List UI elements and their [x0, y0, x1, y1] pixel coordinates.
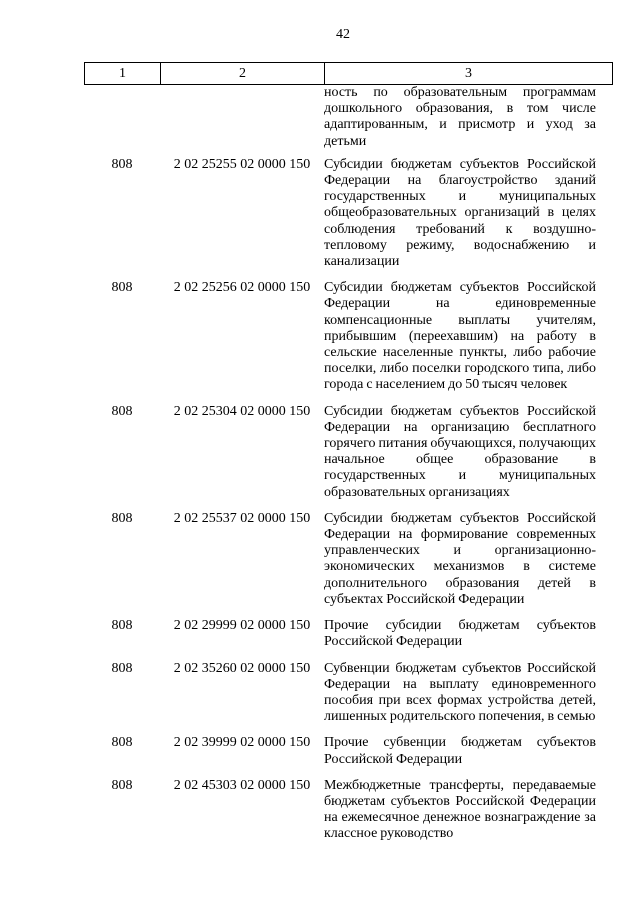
table-header [84, 62, 613, 85]
income-name: Субсидии бюджетам субъектов Российской Федерации на единовременные компенсационные выплаты учителям, прибывшим (переехавшим) на работу в сельские населенные пункты, либо рабочие поселки, либо поселки городского типа, либо города с населением до 50 тысяч человек [324, 280, 596, 393]
table-row [84, 404, 612, 501]
budget-classification-code: 2 02 25537 02 0000 150 [173, 510, 311, 526]
budget-classification-code: 2 02 29999 02 0000 150 [173, 618, 311, 634]
header-col-2: 2 [161, 63, 325, 85]
budget-classification-code: 2 02 45303 02 0000 150 [173, 777, 311, 793]
header-col-1: 1 [85, 63, 161, 85]
admin-code: 808 [111, 660, 133, 676]
table-row [84, 157, 612, 270]
admin-code: 808 [111, 618, 133, 634]
income-name: Межбюджетные трансферты, передаваемые бюджетам субъектов Российской Федерации на ежемесячное денежное вознаграждение за классное руководство [324, 777, 596, 842]
income-name: ность по образовательным программам дошкольного образования, в том числе адаптированным, и присмотр и уход за детьми [324, 85, 596, 149]
income-name: Прочие субвенции бюджетам субъектов Российской Федерации [324, 735, 596, 767]
admin-code: 808 [111, 280, 133, 296]
budget-classification-code: 2 02 25255 02 0000 150 [173, 156, 311, 172]
table-row [84, 778, 612, 843]
budget-classification-code: 2 02 25304 02 0000 150 [173, 403, 311, 419]
table-row [84, 511, 612, 608]
header-col-3: 3 [325, 63, 613, 85]
admin-code: 808 [111, 777, 133, 793]
table-row [84, 85, 612, 150]
income-name: Прочие субсидии бюджетам субъектов Российской Федерации [324, 618, 596, 650]
admin-code: 808 [111, 403, 133, 419]
table-row [84, 618, 612, 650]
income-name: Субсидии бюджетам субъектов Российской Федерации на благоустройство зданий государственных и муниципальных общеобразовательных организаций в целях соблюдения требований к воздушно-тепловому режиму, водоснабжению и канализации [324, 156, 596, 270]
budget-classification-code: 2 02 25256 02 0000 150 [173, 280, 311, 296]
budget-classification-code: 2 02 35260 02 0000 150 [173, 660, 311, 676]
admin-code: 808 [111, 510, 133, 526]
income-name: Субвенции бюджетам субъектов Российской Федерации на выплату единовременного пособия при всех формах устройства детей, лишенных родительского попечения, в семью [324, 660, 596, 725]
table-row [84, 661, 612, 726]
income-name: Субсидии бюджетам субъектов Российской Федерации на организацию бесплатного горячего питания обучающихся, получающих начальное общее образование в государственных и муниципальных образовательных организациях [324, 403, 596, 500]
table-row [84, 280, 612, 393]
budget-classification-code: 2 02 39999 02 0000 150 [173, 735, 311, 751]
admin-code: 808 [111, 735, 133, 751]
admin-code: 808 [111, 156, 133, 172]
table-row [84, 735, 612, 767]
table-body [84, 85, 612, 853]
page-number: 42 [336, 27, 350, 42]
income-name: Субсидии бюджетам субъектов Российской Федерации на формирование современных управленческих и организационно-экономических механизмов в системе дополнительного образования детей в субъектах Российской Федерации [324, 510, 596, 607]
